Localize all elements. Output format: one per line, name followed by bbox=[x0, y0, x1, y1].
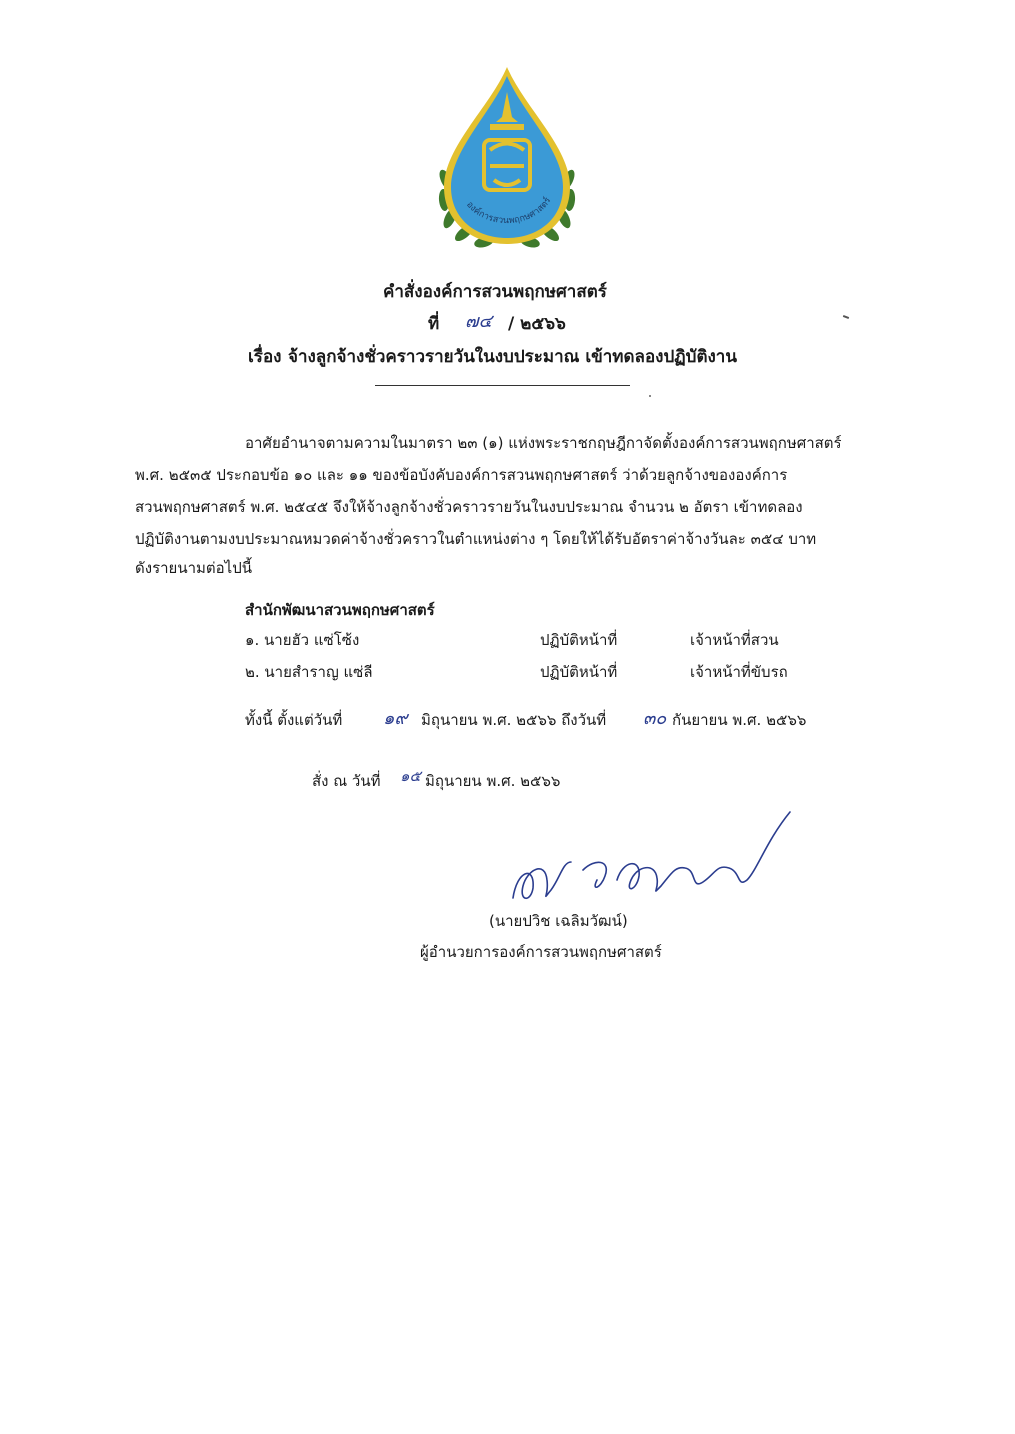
staff-duty: ปฏิบัติหน้าที่ bbox=[540, 663, 618, 681]
handwritten-signature bbox=[505, 810, 795, 910]
period-end-day-handwritten: ๓๐ bbox=[643, 708, 667, 729]
period-start-month-year: มิถุนายน พ.ศ. ๒๕๖๖ ถึงวันที่ bbox=[421, 711, 607, 729]
scan-mark bbox=[843, 315, 849, 319]
order-number-label: ที่ bbox=[428, 314, 440, 334]
order-title: คำสั่งองค์การสวนพฤกษศาสตร์ bbox=[383, 282, 607, 302]
body-line-4: ปฏิบัติงานตามงบประมาณหมวดค่าจ้างชั่วคราวในตำแหน่งต่าง ๆ โดยให้ได้รับอัตราค่าจ้างวันละ ๓๕๔ บาท bbox=[135, 530, 817, 548]
signatory-name: (นายปวิช เฉลิมวัฒน์) bbox=[489, 912, 628, 930]
staff-position: เจ้าหน้าที่สวน bbox=[690, 631, 779, 649]
order-number-year: / ๒๕๖๖ bbox=[508, 314, 566, 334]
period-end-month-year: กันยายน พ.ศ. ๒๕๖๖ bbox=[672, 711, 807, 729]
header-divider bbox=[375, 385, 630, 386]
staff-position: เจ้าหน้าที่ขับรถ bbox=[690, 663, 788, 681]
period-start-day-handwritten: ๑๙ bbox=[383, 708, 408, 729]
signed-prefix: สั่ง ณ วันที่ bbox=[312, 772, 381, 790]
body-line-3: สวนพฤกษศาสตร์ พ.ศ. ๒๕๔๕ จึงให้จ้างลูกจ้างชั่วคราวรายวันในงบประมาณ จำนวน ๒ อัตรา เข้าทดลอง bbox=[135, 498, 803, 516]
signatory-title: ผู้อำนวยการองค์การสวนพฤกษศาสตร์ bbox=[420, 943, 662, 961]
subject-label: เรื่อง bbox=[248, 347, 282, 367]
period-prefix: ทั้งนี้ ตั้งแต่วันที่ bbox=[245, 711, 343, 729]
signed-day-handwritten: ๑๕ bbox=[400, 767, 421, 785]
subject-text: จ้างลูกจ้างชั่วคราวรายวันในงบประมาณ เข้าทดลองปฏิบัติงาน bbox=[288, 347, 737, 367]
order-number-handwritten: ๗๔ bbox=[465, 311, 493, 332]
scan-speck bbox=[649, 395, 651, 397]
body-line-1: อาศัยอำนาจตามความในมาตรา ๒๓ (๑) แห่งพระราชกฤษฎีกาจัดตั้งองค์การสวนพฤกษศาสตร์ bbox=[245, 434, 842, 452]
staff-name: ๑. นายฮัว แซ่โซ้ง bbox=[245, 631, 360, 649]
office-heading: สำนักพัฒนาสวนพฤกษศาสตร์ bbox=[245, 601, 435, 619]
body-line-2: พ.ศ. ๒๕๓๕ ประกอบข้อ ๑๐ และ ๑๑ ของข้อบังคับองค์การสวนพฤกษศาสตร์ ว่าด้วยลูกจ้างขององค์การ bbox=[135, 466, 788, 484]
staff-duty: ปฏิบัติหน้าที่ bbox=[540, 631, 618, 649]
staff-name: ๒. นายสำราญ แซ่ลี bbox=[245, 663, 373, 681]
svg-text:องค์การสวนพฤกษศาสตร์: องค์การสวนพฤกษศาสตร์ bbox=[464, 196, 554, 227]
signed-month-year: มิถุนายน พ.ศ. ๒๕๖๖ bbox=[425, 772, 561, 790]
organization-seal-logo bbox=[432, 62, 582, 252]
body-line-5: ดังรายนามต่อไปนี้ bbox=[135, 559, 252, 577]
